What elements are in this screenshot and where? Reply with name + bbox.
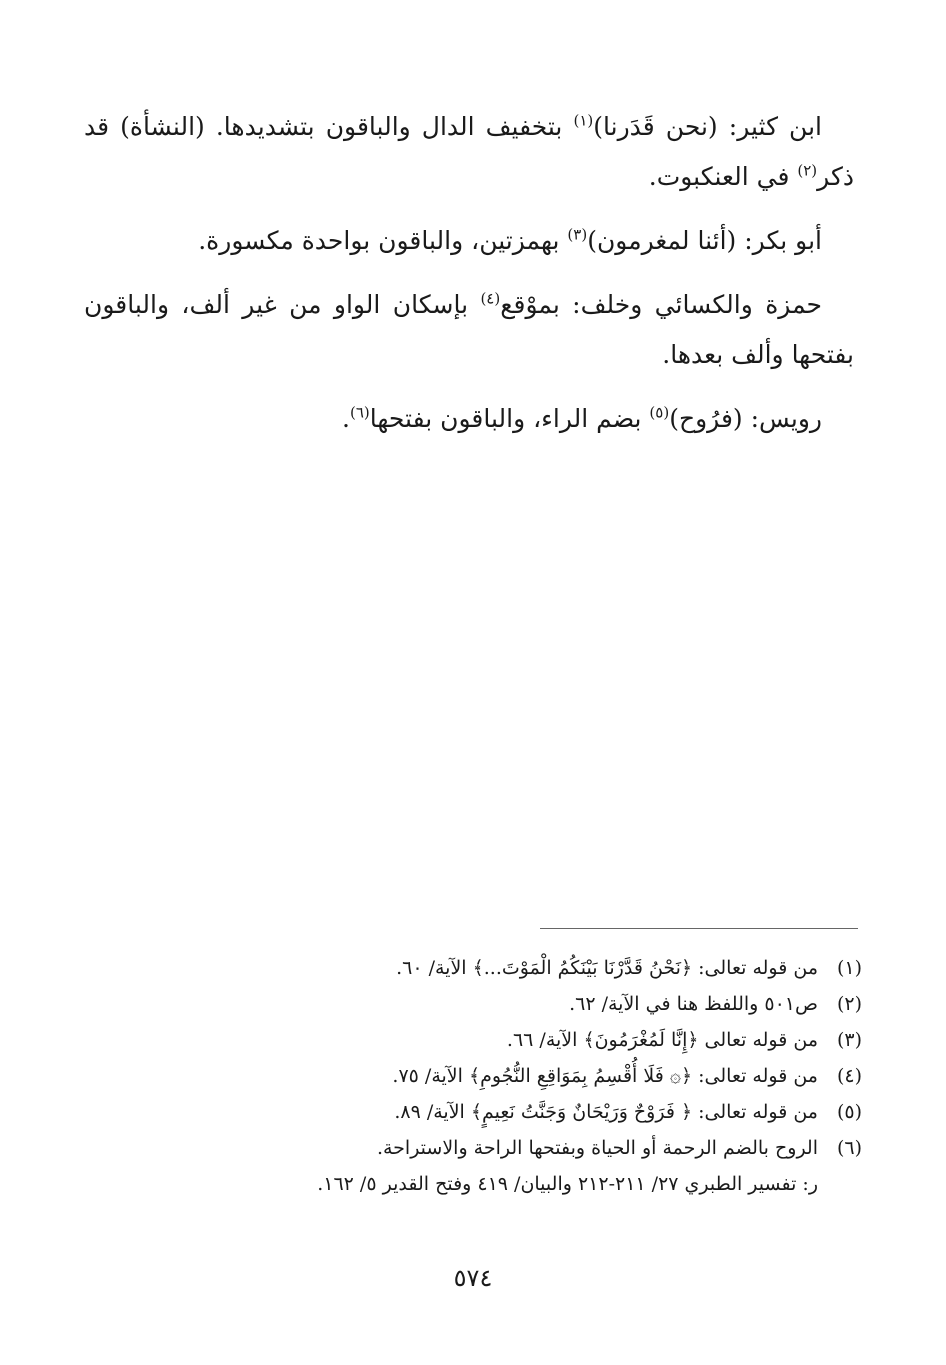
paragraph-text: بهمزتين، والباقون بواحدة مكسورة. [198,226,568,255]
paragraph-text: بتخفيف الدال والباقون بتشديدها. (النشأة) قد ذكر [84,112,854,191]
paragraph-abu-bakr [84,216,854,266]
paragraph-text: أبو بكر: (أئنا لمغرمون) [587,226,822,255]
footnote-number: (١) [836,957,862,979]
footnote-text: الروح بالضم الرحمة أو الحياة وبفتحها الراحة والاستراحة. [376,1137,818,1159]
footnote-item [84,950,862,986]
footnote-divider [540,928,858,929]
footnote-number: (٤) [836,1065,862,1087]
footnote-item [84,1094,862,1130]
footnote-number: (٢) [836,993,862,1015]
paragraph-hamza [84,280,854,380]
footnote-number: (٥) [836,1101,862,1123]
footnote-item [84,986,862,1022]
footnote-number: (٦) [836,1137,862,1159]
paragraph-text: حمزة والكسائي وخلف: بموْقع [500,290,822,319]
footnote-item [84,1130,862,1166]
paragraph-text: ابن كثير: (نحن قَدَرنا) [593,112,822,141]
footnote-text: من قوله تعالى ﴿إِنَّا لَمُغْرَمُونَ﴾ الآية/ ٦٦. [506,1029,818,1051]
paragraph-text: رويس: (فرُوح) [669,404,822,433]
paragraph-text: . [342,404,350,433]
footnotes [84,950,862,1202]
footnote-text: ص٥٠١ واللفظ هنا في الآية/ ٦٢. [569,993,818,1015]
paragraph-ruways [84,394,854,444]
paragraph-text: بإسكان الواو من غير ألف، والباقون بفتحها وألف بعدها. [84,290,854,369]
reference-text: ر: تفسير الطبري ٢٧/ ٢١١-٢١٢ والبيان/ ٤١٩ وفتح القدير ٥/ ١٦٢. [317,1173,818,1195]
footnote-item [84,1058,862,1094]
footnote-text: من قوله تعالى: ﴿ فَرَوْحٌ وَرَيْحَانٌ وَجَنَّتُ نَعِيمٍ﴾ الآية/ ٨٩. [394,1101,818,1123]
footnote-marker[interactable]: (٦) [349,403,370,422]
footnote-item [84,1022,862,1058]
footnote-marker[interactable]: (١) [573,111,594,130]
footnote-marker[interactable]: (٢) [797,161,818,180]
footnote-number: (٣) [836,1029,862,1051]
footnote-reference [84,1166,862,1202]
footnote-text: من قوله تعالى: ﴿۞ فَلَا أُقْسِمُ بِمَوَاقِعِ النُّجُومِ﴾ الآية/ ٧٥. [392,1065,818,1087]
footnote-marker[interactable]: (٤) [480,289,501,308]
paragraph-text: بضم الراء، والباقون بفتحها [369,404,650,433]
paragraph-ibn-kathir [84,102,854,202]
main-text [84,102,854,458]
footnote-marker[interactable]: (٣) [567,225,588,244]
footnote-marker[interactable]: (٥) [649,403,670,422]
paragraph-text: في العنكبوت. [648,162,798,191]
footnote-text: من قوله تعالى: ﴿نَحْنُ قَدَّرْنَا بَيْنَكُمُ الْمَوْتَ...﴾ الآية/ ٦٠. [396,957,818,979]
page-number: ٥٧٤ [453,1264,493,1292]
